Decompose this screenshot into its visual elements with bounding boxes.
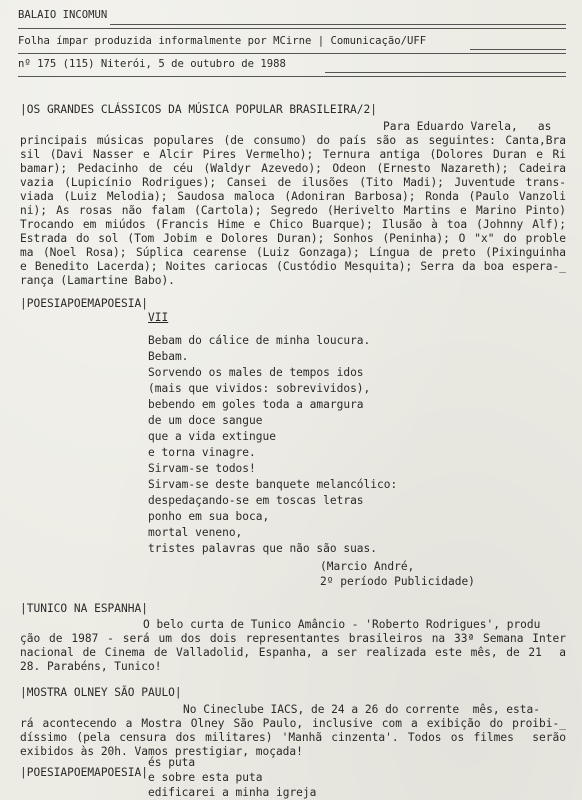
- poem-line-6: que a vida extingue: [148, 430, 276, 443]
- section-heading-poetry-2: |POESIAPOEMAPOESIA|: [20, 766, 148, 779]
- poem-line-7: e torna vinagre.: [148, 446, 256, 459]
- header-rule-4: [18, 53, 566, 54]
- tunico-line-2: nacional de Cinema de Valladolid, Espanha, a ser realizada este mês, de 21 a: [20, 646, 566, 659]
- tunico-line-0: O belo curta de Tunico Amâncio - 'Roberto Rodrigues', produ: [143, 618, 541, 631]
- classics-line-8: Estrada do sol (Tom Jobim e Dolores Duran); Sonhos (Peninha); O "x" do proble: [20, 232, 566, 245]
- classics-line-9: ma (Noel Rosa); Súplica cearense (Luiz Gonzaga); Língua de preto (Pixinguinha: [20, 246, 566, 259]
- poem-line-8: Sirvam-se todos!: [148, 462, 256, 475]
- mostra-line-3: exibidos às 20h. Vamos prestigiar, moçada!: [20, 745, 303, 758]
- header-rule-6: [18, 76, 566, 77]
- poem-author: (Marcio André,: [320, 560, 415, 573]
- newsletter-title: BALAIO INCOMUN: [18, 9, 108, 21]
- header-rule-3: [470, 49, 566, 50]
- poem-line-10: despedaçando-se em toscas letras: [148, 494, 364, 507]
- classics-line-0: Para Eduardo Varela, as: [383, 120, 552, 133]
- classics-line-7: Trocando em miúdos (Francis Hime e Chico Buarque); Ilusão à toa (Johnny Alf);: [20, 218, 566, 231]
- header-rule-2: [18, 28, 566, 29]
- classics-line-11: rança (Lamartine Babo).: [20, 274, 175, 287]
- newsletter-subtitle: Folha ímpar produzida informalmente por MCirne | Comunicação/UFF: [18, 35, 427, 47]
- header-rule-1: [110, 24, 566, 25]
- classics-line-4: vazia (Lupicínio Rodrigues); Cansei de ilusões (Tito Madi); Juventude trans-: [20, 176, 566, 189]
- poem2-line-2: edificarei a minha igreja: [148, 786, 317, 799]
- poem-title: VII: [148, 311, 169, 324]
- poem2-line-1: e sobre esta puta: [148, 771, 263, 784]
- classics-line-6: ni); As rosas não falam (Cartola); Segredo (Herivelto Martins e Marino Pinto): [20, 204, 566, 217]
- poem-line-12: mortal veneno,: [148, 526, 243, 539]
- section-heading-classics: |OS GRANDES CLÁSSICOS DA MÚSICA POPULAR BRASILEIRA/2|: [20, 103, 377, 116]
- mostra-line-0: No Cineclube IACS, de 24 a 26 do corrente mês, esta-: [183, 703, 540, 716]
- poem-line-4: bebendo em goles toda a amargura: [148, 398, 364, 411]
- poem-line-1: Bebam.: [148, 350, 189, 363]
- poem-line-0: Bebam do cálice de minha loucura.: [148, 334, 371, 347]
- poem-line-11: ponho em sua boca,: [148, 510, 270, 523]
- issue-line: nº 175 (115) Niterói, 5 de outubro de 1988: [18, 58, 286, 70]
- tunico-line-1: ção de 1987 - será um dos dois representantes brasileiros na 33ª Semana Inter: [20, 632, 566, 645]
- poem2-line-0: és puta: [148, 756, 196, 769]
- section-heading-mostra: |MOSTRA OLNEY SÃO PAULO|: [20, 686, 182, 699]
- poem-line-3: (mais que vividos: sobrevividos),: [148, 382, 371, 395]
- section-heading-tunico: |TUNICO NA ESPANHA|: [20, 602, 148, 615]
- poem-line-13: tristes palavras que não são suas.: [148, 542, 378, 555]
- classics-line-2: sil (Davi Nasser e Alcir Pires Vermelho); Ternura antiga (Dolores Duran e Ri: [20, 148, 566, 161]
- poem-line-2: Sorvendo os males de tempos idos: [148, 366, 364, 379]
- header-rule-5: [325, 72, 566, 73]
- classics-line-10: e Benedito Lacerda); Noites cariocas (Custódio Mesquita); Serra da boa espera-_: [20, 260, 566, 273]
- poem-author-note: 2º período Publicidade): [320, 575, 475, 588]
- poem-line-5: de um doce sangue: [148, 414, 263, 427]
- mostra-line-2: díssimo (pela censura dos militares) 'Manhã cinzenta'. Todos os filmes serão: [20, 731, 566, 744]
- classics-line-1: principais músicas populares (de consumo) do país são as seguintes: Canta,Bra: [20, 134, 566, 147]
- mostra-line-1: rá acontecendo a Mostra Olney São Paulo, inclusive com a exibição do proibi-_: [20, 717, 566, 730]
- classics-line-5: viada (Luiz Melodia); Saudosa maloca (Adoniran Barbosa); Ronda (Paulo Vanzoli: [20, 190, 566, 203]
- classics-line-3: bamar); Pedacinho de céu (Waldyr Azevedo); Odeon (Ernesto Nazareth); Cadeira: [20, 162, 566, 175]
- section-heading-poetry: |POESIAPOEMAPOESIA|: [20, 297, 148, 310]
- poem-line-9: Sirvam-se deste banquete melancólico:: [148, 478, 398, 491]
- tunico-line-3: 28. Parabéns, Tunico!: [20, 660, 162, 673]
